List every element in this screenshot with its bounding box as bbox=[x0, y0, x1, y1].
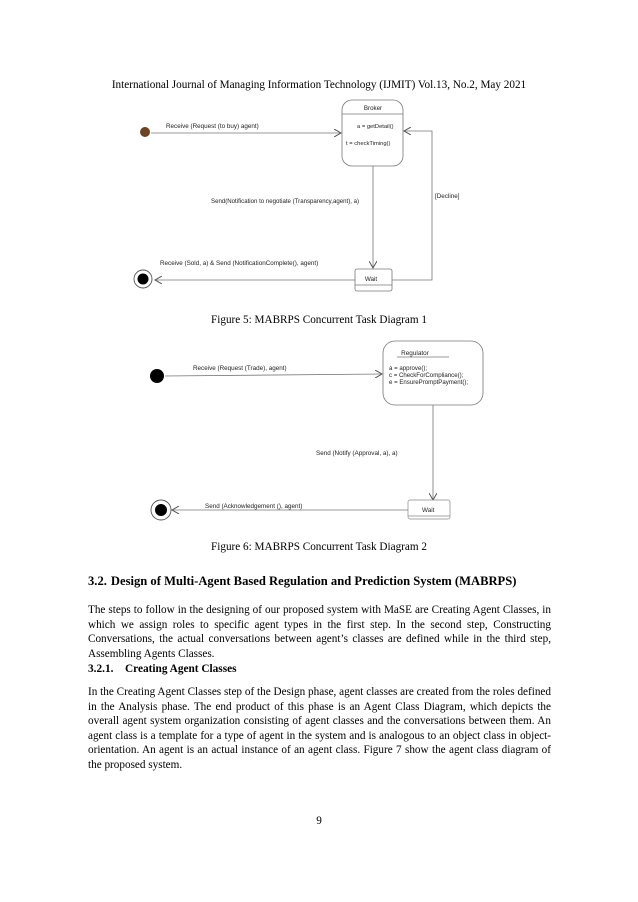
subsection-title: Creating Agent Classes bbox=[125, 663, 237, 675]
broker-state-name: Broker bbox=[363, 105, 383, 112]
figure-5-diagram bbox=[0, 0, 638, 310]
initial-state-node bbox=[140, 127, 150, 137]
section-heading bbox=[88, 574, 516, 589]
subsection-paragraph: In the Creating Agent Classes step of the Design phase, agent classes are created from the roles defined in the Analysis phase. The end product of this phase is an Agent Class Diagram, which depicts the overall agent system organization consisting of agent classes and the conversations between them. An agent class is a template for a type of agent in the system and is analogous to an object class in object-orientation. An agent is an actual instance of an agent class. Figure 7 show the agent class diagram of the proposed system. bbox=[88, 686, 551, 771]
regulator-action: c = CheckForCompliance(); bbox=[389, 372, 464, 379]
transition-label: Receive (Sold, a) & Send (NotificationComplete(), agent) bbox=[160, 260, 319, 267]
transition-label: Receive (Request (to buy) agent) bbox=[166, 123, 259, 130]
subsection-heading bbox=[88, 663, 237, 675]
transition-label: [Decline] bbox=[435, 193, 460, 200]
transition-label: Receive (Request (Trade), agent) bbox=[193, 365, 287, 372]
wait-state-name: Wait bbox=[364, 276, 378, 283]
wait-state-name: Wait bbox=[422, 507, 435, 514]
transition-label: Send (Acknowledgement (), agent) bbox=[205, 503, 303, 510]
initial-state-node bbox=[150, 369, 164, 383]
section-title: Design of Multi-Agent Based Regulation and Prediction System (MABRPS) bbox=[110, 574, 517, 588]
broker-action: a = getDetail() bbox=[357, 124, 394, 130]
regulator-action: e = EnsurePromptPayment(); bbox=[389, 379, 469, 386]
figure-5-caption: Figure 5: MABRPS Concurrent Task Diagram 1 bbox=[211, 314, 427, 326]
transition-label: Send (Notify (Approval, a), a) bbox=[316, 450, 398, 457]
regulator-state-name: Regulator bbox=[401, 350, 429, 357]
figure-6-diagram bbox=[0, 330, 638, 530]
section-paragraph: The steps to follow in the designing of our proposed system with MaSE are Creating Agent Classes, in which we assign roles to specific agent types in the first step. In the second step, Constructing Conversations, the actual conversations between agent’s classes are defined while in the third step, Assembling Agents Classes. bbox=[88, 604, 551, 660]
subsection-number: 3.2.1. bbox=[88, 663, 114, 675]
section-number: 3.2. bbox=[88, 574, 107, 588]
figure-6-caption: Figure 6: MABRPS Concurrent Task Diagram 2 bbox=[211, 541, 427, 553]
broker-action: t = checkTiming() bbox=[346, 141, 391, 147]
page-number: 9 bbox=[316, 815, 322, 827]
transition-label: Send(Notification to negotiate (Transparency,agent), a) bbox=[211, 198, 360, 205]
regulator-action: a = approve(); bbox=[389, 365, 428, 372]
running-header: International Journal of Managing Information Technology (IJMIT) Vol.13, No.2, May 2021 bbox=[111, 79, 527, 91]
